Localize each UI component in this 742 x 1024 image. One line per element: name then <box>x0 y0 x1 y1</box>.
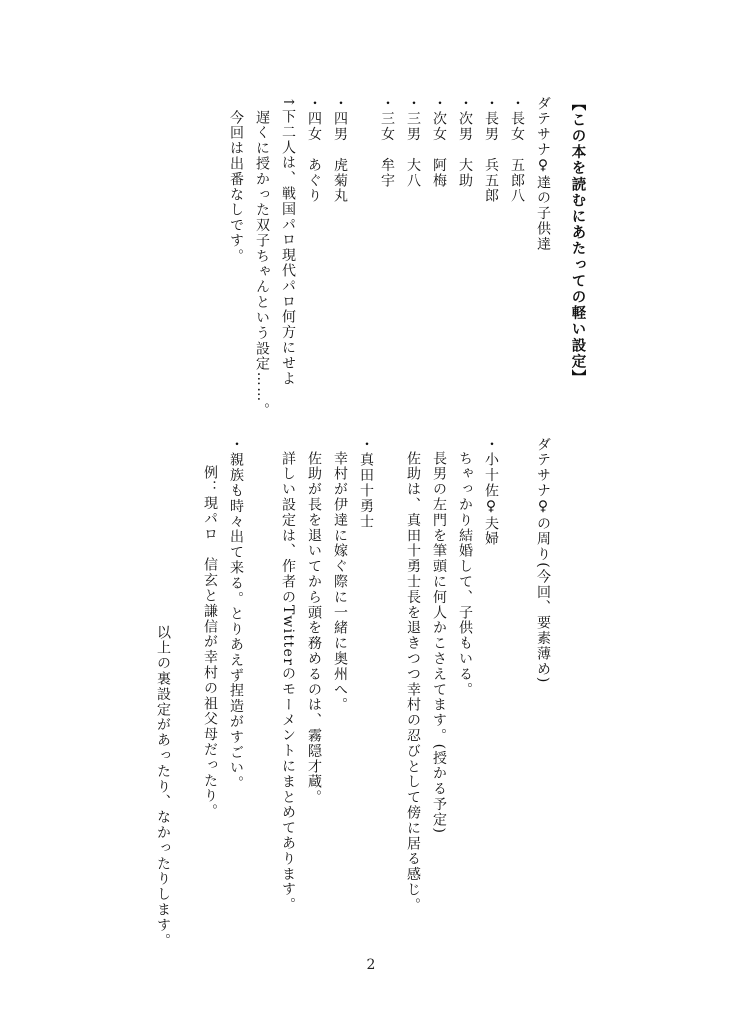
text-line: 佐助が長を退いてから頭を務めるのは、霧隠才蔵。 <box>306 451 322 806</box>
list-item: ・長女 五郎八 <box>509 96 525 204</box>
text-line: 詳しい設定は、作者のTwitterのモーメントにまとめてあります。 <box>280 451 296 913</box>
list-item: ・四男 虎菊丸 <box>332 96 348 204</box>
list-item: ・三女 牟宇 <box>379 96 395 189</box>
text-line: 幸村が伊達に嫁ぐ際に一緒に奥州へ。 <box>332 451 348 713</box>
list-item: ・小十佐♀夫婦 <box>483 437 499 547</box>
list-item: ・三男 大八 <box>405 96 421 189</box>
list-item: ・真田十勇士 <box>358 437 374 530</box>
text-line: ダテサナ♀の周り(今回、要素薄め) <box>535 437 551 684</box>
text-line: 例：現パロ 信玄と謙信が幸村の祖父母だったり。 <box>202 465 218 820</box>
list-item: ・四女 あぐり <box>306 96 322 204</box>
text-line: 今回は出番なしです。 <box>228 110 244 264</box>
list-item: ・次女 阿梅 <box>431 96 447 189</box>
list-item: ・長男 兵五郎 <box>483 96 499 204</box>
text-line: 遅くに授かった双子ちゃんという設定……。 <box>254 110 270 418</box>
section-title: 【この本を読むにあたっての軽い設定】 <box>569 96 587 386</box>
list-item: ・次男 大助 <box>457 96 473 189</box>
page-number: 2 <box>366 957 376 973</box>
text-line: ↑下二人は、戦国パロ現代パロ何方にせよ <box>280 96 296 387</box>
text-line: 佐助は、真田十勇士長を退きつつ幸村の忍びとして傍に居る感じ。 <box>405 451 421 913</box>
text-line: ダテサナ♀達の子供達 <box>535 96 551 252</box>
text-line: 長男の左門を筆頭に何人かこさえてます。(授かる予定) <box>431 451 447 835</box>
text-line: ちゃっかり結婚して、子供もいる。 <box>457 451 473 698</box>
list-item: ・親族も時々出て来る。とりあえず捏造がすごい。 <box>228 437 244 792</box>
closing-line: 以上の裏設定があったり、なかったりします。 <box>155 625 171 949</box>
